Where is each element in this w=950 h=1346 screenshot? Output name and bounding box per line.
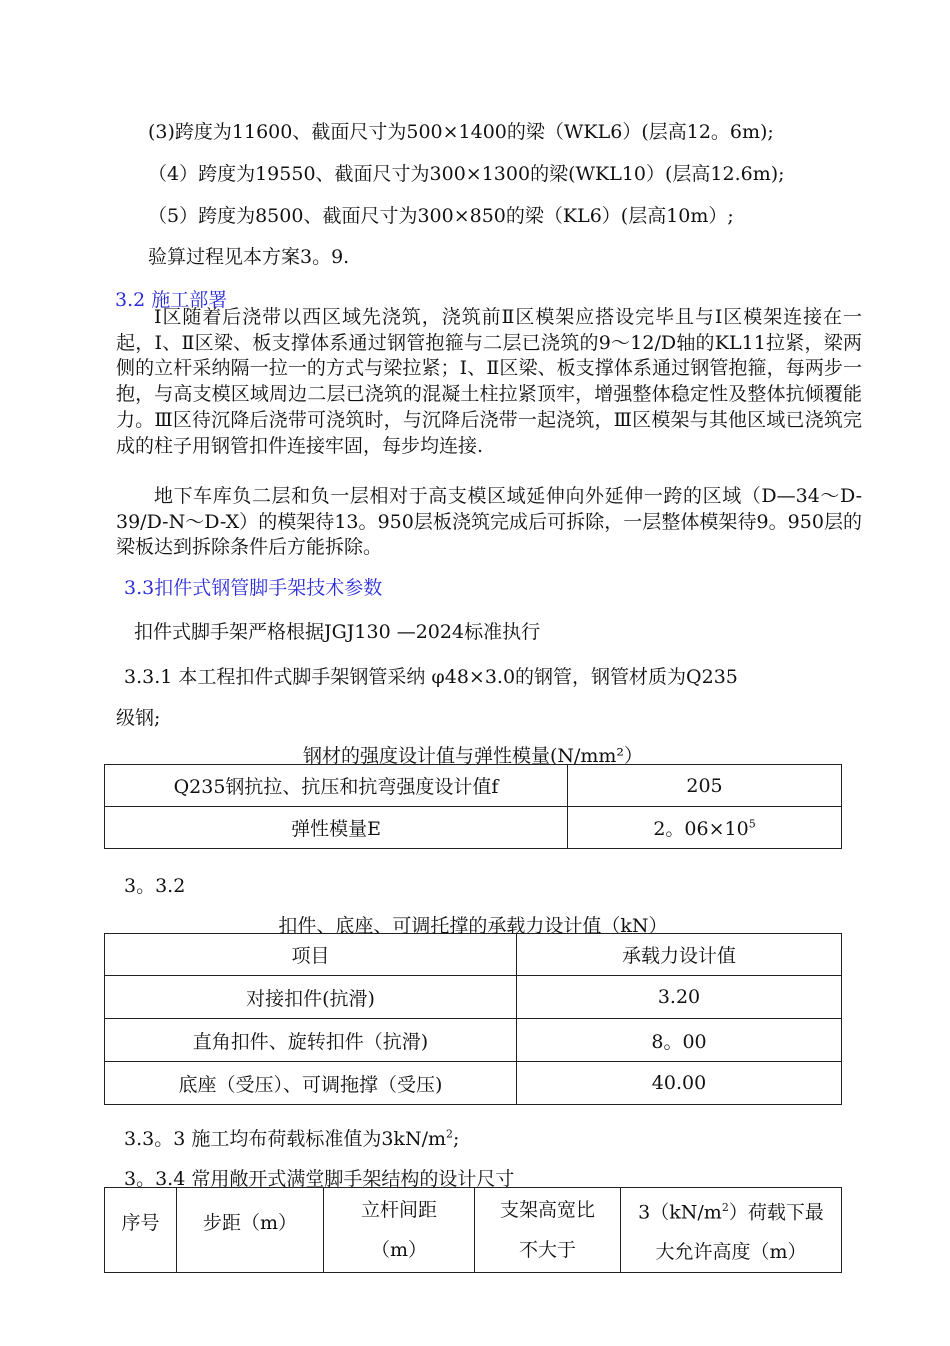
modulus-value: 2。06×10	[653, 818, 749, 840]
scaffold-dimension-table	[104, 1187, 842, 1273]
header-line: 不大于	[518, 1239, 576, 1262]
table-row	[105, 976, 842, 1019]
header-line	[621, 1188, 841, 1232]
verification-note: 验算过程见本方案3。9.	[148, 246, 350, 268]
section-3-3-3-suffix: ;	[453, 1128, 460, 1150]
table-cell: 对接扣件(抗滑)	[105, 976, 517, 1019]
section-3-3-3-exponent: 2	[446, 1127, 453, 1141]
fastener-capacity-table	[104, 933, 842, 1105]
section-3-2-paragraph-1: Ⅰ区随着后浇带以西区域先浇筑，浇筑前Ⅱ区模架应搭设完毕且与Ⅰ区模架连接在一起，Ⅰ、Ⅱ区梁、板支撑体系通过钢管抱箍与二层已浇筑的9～12/D轴的KL11拉紧，梁两侧的立杆采纳隔一拉一的方式与梁拉紧；Ⅰ、Ⅱ区梁、板支撑体系通过钢管抱箍，每两步一抱，与高支模区域周边二层已浇筑的混凝土柱拉紧顶牢，增强整体稳定性及整体抗倾覆能力。Ⅲ区待沉降后浇带可浇筑时，与沉降后浇带一起浇筑，Ⅲ区模架与其他区域已浇筑完成的柱子用钢管扣件连接牢固，每步均连接.	[116, 306, 862, 457]
section-3-2-paragraph-2: 地下车库负二层和负一层相对于高支模区域延伸向外延伸一跨的区域（D—34～D-39/D-N～D-X）的模架待13。950层板浇筑完成后可拆除，一层整体模架待9。950层的梁板达到拆除条件后方能拆除。	[116, 485, 862, 559]
table-header-cell	[324, 1188, 475, 1273]
table-row	[105, 807, 842, 849]
header-line: （m）	[370, 1239, 428, 1262]
section-3-3-heading: 3.3扣件式钢管脚手架技术参数	[124, 577, 383, 599]
table-header-cell: 序号	[105, 1188, 177, 1273]
table-header-row	[105, 1188, 842, 1273]
section-3-3-3-text: 3.3。3 施工均布荷载标准值为3kN/m	[124, 1128, 446, 1150]
table-cell: Q235钢抗拉、抗压和抗弯强度设计值f	[105, 765, 568, 807]
table-cell: 3.20	[517, 976, 842, 1019]
table-row	[105, 934, 842, 976]
table-cell: 40.00	[517, 1062, 842, 1105]
header-exponent: 2	[721, 1201, 729, 1214]
header-line: 大允许高度（m）	[655, 1241, 807, 1264]
beam-item-3: (3)跨度为11600、截面尺寸为500×1400的梁（WKL6）(层高12。6m);	[148, 121, 774, 143]
modulus-exponent: 5	[748, 817, 756, 831]
table-row	[105, 1062, 842, 1105]
table-cell: 直角扣件、旋转扣件（抗滑)	[105, 1019, 517, 1062]
header-line: 立杆间距	[360, 1199, 437, 1222]
table-header-cell	[621, 1188, 842, 1273]
table-cell: 弹性模量E	[105, 807, 568, 849]
table1-caption: 钢材的强度设计值与弹性模量(N/mm²）	[302, 745, 644, 767]
table2-caption: 扣件、底座、可调托撑的承载力设计值（kN）	[278, 915, 668, 937]
section-3-3-2-label: 3。3.2	[124, 875, 186, 897]
section-3-3-4: 3。3.4 常用敞开式满堂脚手架结构的设计尺寸	[124, 1168, 515, 1190]
section-3-3-1-line2: 级钢;	[116, 707, 161, 729]
header-line: 支架高宽比	[499, 1199, 595, 1222]
table-header-cell: 项目	[105, 934, 517, 976]
table-cell	[568, 807, 842, 849]
section-3-3-intro: 扣件式脚手架严格根据JGJ130 —2024标准执行	[134, 621, 541, 643]
header-line-suffix: ）荷载下最	[728, 1201, 824, 1224]
section-3-3-1-line1: 3.3.1 本工程扣件式脚手架钢管采纳 φ48×3.0的钢管，钢管材质为Q235	[124, 666, 738, 688]
table-header-cell: 步距（m）	[177, 1188, 324, 1273]
table-cell: 底座（受压）、可调拖撑（受压)	[105, 1062, 517, 1105]
table-row	[105, 765, 842, 807]
table-header-cell: 承载力设计值	[517, 934, 842, 976]
beam-item-5: （5）跨度为8500、截面尺寸为300×850的梁（KL6）(层高10m）;	[148, 205, 734, 227]
table-cell: 8。00	[517, 1019, 842, 1062]
section-3-3-3	[124, 1124, 459, 1151]
table-cell: 205	[568, 765, 842, 807]
table-row	[105, 1019, 842, 1062]
section-3-2-heading: 3.2 施工部署	[115, 289, 228, 311]
table-header-cell	[475, 1188, 621, 1273]
header-line-text: 3（kN/m	[638, 1201, 722, 1224]
steel-strength-table	[104, 764, 842, 849]
beam-item-4: （4）跨度为19550、截面尺寸为300×1300的梁(WKL10）(层高12.6m);	[148, 163, 785, 185]
